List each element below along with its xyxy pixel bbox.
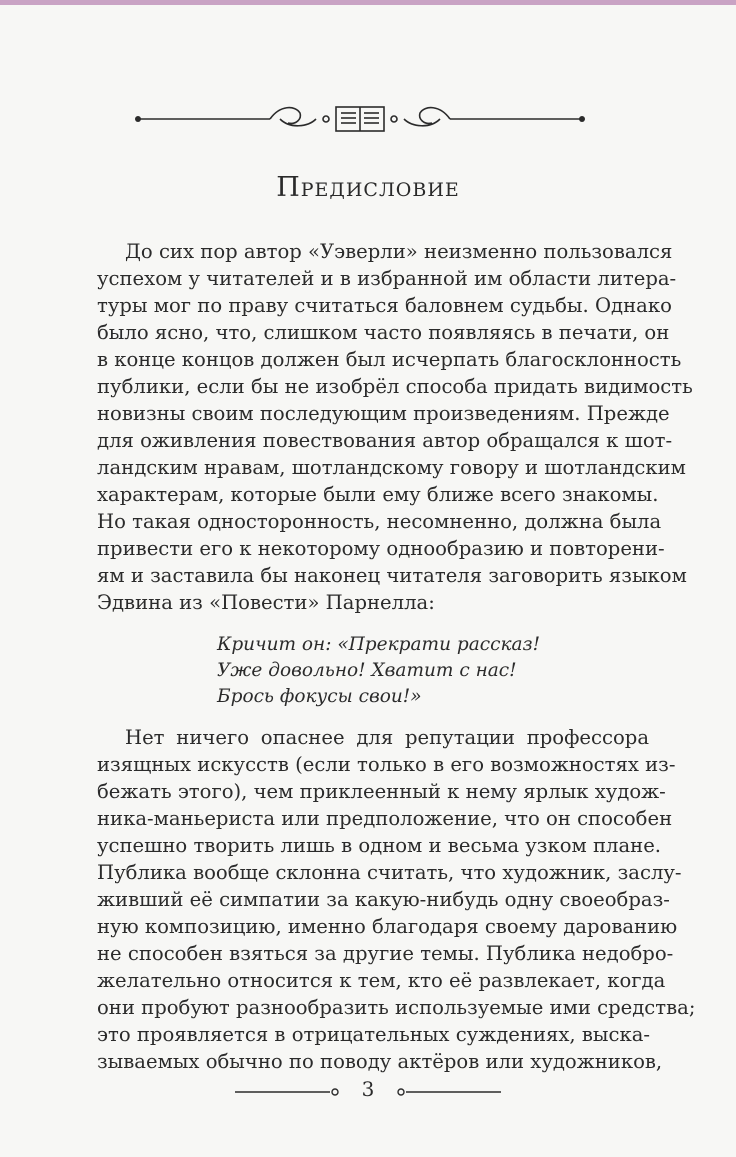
text-line: бежать этого), чем приклеенный к нему ярлык худож- <box>97 780 666 803</box>
page-number: 3 <box>361 1077 375 1101</box>
text-line: для оживления повествования автор обращался к шот- <box>97 429 673 452</box>
text-line: Публика вообще склонна считать, что художник, заслу- <box>97 861 682 884</box>
text-line: туры мог по праву считаться баловнем судьбы. Однако <box>97 294 672 317</box>
text-line: успешно творить лишь в одном и весьма узком плане. <box>97 834 662 857</box>
text-line: характерам, которые были ему ближе всего знакомы. <box>97 483 659 506</box>
text-line: не способен взяться за другие темы. Публика недобро- <box>97 942 674 965</box>
text-line: Нет ничего опаснее для репутации профессора <box>125 726 649 749</box>
text-line: ям и заставила бы наконец читателя заговорить языком <box>97 564 687 587</box>
verse-quote <box>217 632 617 710</box>
text-line: ную композицию, именно благодаря своему дарованию <box>97 915 678 938</box>
verse-line: Кричит он: «Прекрати рассказ! <box>217 634 541 655</box>
text-line: живший её симпатии за какую-нибудь одну своеобраз- <box>97 888 670 911</box>
text-line: ника-маньериста или предположение, что он способен <box>97 807 673 830</box>
text-line: успехом у читателей и в избранной им области литера- <box>97 267 677 290</box>
text-line: в конце концов должен был исчерпать благосклонность <box>97 348 682 371</box>
verse-line: Брось фокусы свои!» <box>217 686 422 707</box>
text-line: ландским нравам, шотландскому говору и шотландским <box>97 456 686 479</box>
verse-line: Уже довольно! Хватит с нас! <box>217 660 517 681</box>
header-ornament-icon <box>130 95 590 141</box>
text-line: желательно относится к тем, кто её развлекает, когда <box>97 969 666 992</box>
text-line: было ясно, что, слишком часто появляясь в печати, он <box>97 321 670 344</box>
text-line: Но такая односторонность, несомненно, должна была <box>97 510 662 533</box>
page-title: Предисловие <box>276 172 460 203</box>
text-line: зываемых обычно по поводу актёров или художников, <box>97 1050 663 1073</box>
text-line: До сих пор автор «Уэверли» неизменно пользовался <box>125 240 673 263</box>
text-line: привести его к некоторому однообразию и повторени- <box>97 537 665 560</box>
paragraph-1 <box>97 238 693 616</box>
page-edge-stripe <box>0 0 736 5</box>
paragraph-2 <box>97 724 696 1075</box>
text-line: изящных искусств (если только в его возможностях из- <box>97 753 676 776</box>
text-line: публики, если бы не изобрёл способа придать видимость <box>97 375 693 398</box>
text-line: они пробуют разнообразить используемые ими средства; <box>97 996 696 1019</box>
text-line: Эдвина из «Повести» Парнелла: <box>97 591 435 614</box>
text-line: новизны своим последующим произведениям. Прежде <box>97 402 670 425</box>
text-line: это проявляется в отрицательных суждениях, выска- <box>97 1023 651 1046</box>
